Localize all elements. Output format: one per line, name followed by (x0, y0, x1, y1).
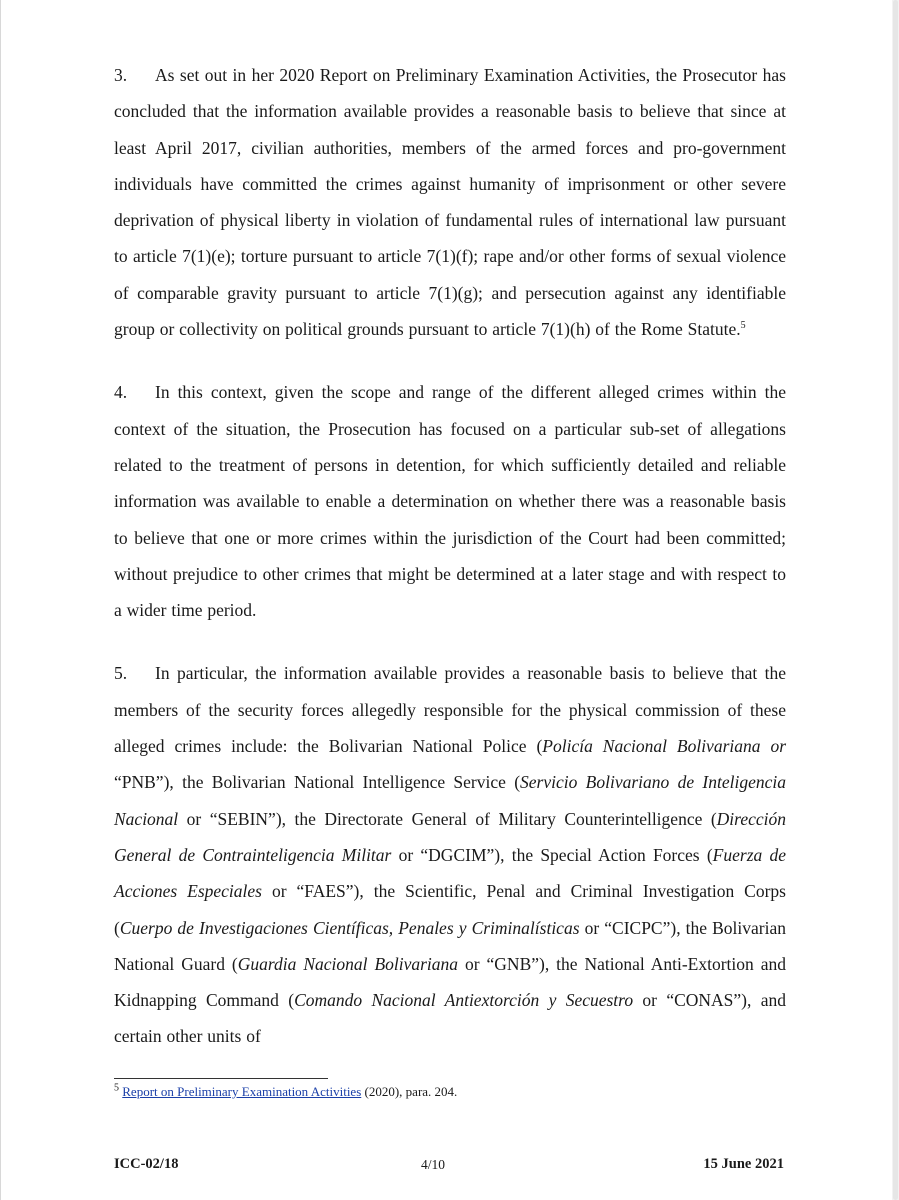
page-footer (114, 1156, 786, 1178)
paragraph-3 (114, 57, 786, 347)
paragraph-segment: or “CICPC”), the Bolivarian National Guard ( (114, 917, 786, 974)
footnote-divider (114, 1078, 328, 1079)
paragraph-5 (114, 655, 786, 1054)
paragraph-segment: In particular, the information available provides a reasonable basis to believe that the members of the security forces allegedly responsible for the physical commission of these alleged crimes include: the Bolivarian National Police ( (114, 663, 786, 757)
scrollbar[interactable] (892, 0, 899, 1200)
footnote-reference[interactable]: 5 (740, 320, 746, 332)
scrollbar-thumb[interactable] (893, 0, 898, 1200)
footnote (114, 1083, 786, 1101)
body-text (114, 57, 786, 1082)
paragraph-segment: “PNB”), the Bolivarian National Intelligence Service ( (114, 772, 521, 793)
footnote-link[interactable]: Report on Preliminary Examination Activities (122, 1084, 362, 1099)
paragraph-4 (114, 374, 786, 628)
paragraph-segment: or “SEBIN”), the Directorate General of Military Counterintelligence ( (178, 808, 717, 829)
paragraph-segment-italic: Policía Nacional Bolivariana or (542, 736, 787, 757)
footnote-number: 5 (114, 1082, 119, 1094)
case-number: ICC-02/18 (114, 1156, 179, 1172)
paragraph-segment: or “GNB”), the National Anti-Extortion and Kidnapping Command ( (114, 953, 786, 1011)
paragraph-segment-italic: Servicio Bolivariano de Inteligencia Nacional (114, 772, 786, 829)
paragraph-number: 4. (114, 382, 128, 403)
paragraph-number: 3. (114, 65, 128, 85)
paragraph-segment: or “FAES”), the Scientific, Penal and Criminal Investigation Corps ( (114, 881, 786, 938)
paragraph-segment: or “DGCIM”), the Special Action Forces ( (391, 844, 713, 865)
footnote-text: (2020), para. 204. (361, 1084, 458, 1099)
paragraph-segment: or “CONAS”), and certain other units of (114, 990, 786, 1047)
paragraph-segment-italic: Fuerza de Acciones Especiales (114, 844, 786, 902)
paragraph-segment-italic: Cuerpo de Investigaciones Científicas, Penales y Criminalísticas (119, 917, 580, 938)
paragraph-segment-italic: Comando Nacional Antiextorción y Secuestro (294, 990, 634, 1011)
paragraph-text: As set out in her 2020 Report on Preliminary Examination Activities, the Prosecutor has concluded that the information available provides a reasonable basis to believe that since at least April 2017, civilian authorities, members of the armed forces and pro-government individuals have committed the crimes against humanity of imprisonment or other severe deprivation of physical liberty in violation of fundamental rules of international law pursuant to article 7(1)(e); torture pursuant to article 7(1)(f); rape and/or other forms of sexual violence of comparable gravity pursuant to article 7(1)(g); and persecution against any identifiable group or collectivity on political grounds pursuant to article 7(1)(h) of the Rome Statute. (114, 65, 786, 340)
paragraph-segment-italic: Guardia Nacional Bolivariana (237, 953, 459, 974)
document-date: 15 June 2021 (703, 1156, 784, 1172)
paragraph-number: 5. (114, 663, 128, 684)
paragraph-segment-italic: Dirección General de Contrainteligencia Militar (114, 808, 786, 865)
page-number: 4/10 (421, 1157, 446, 1172)
paragraph-text: In this context, given the scope and range of the different alleged crimes within the context of the situation, the Prosecution has focused on a particular sub-set of allegations related to the treatment of persons in detention, for which sufficiently detailed and reliable information was available to enable a determination on whether there was a reasonable basis to believe that one or more crimes within the jurisdiction of the Court had been committed; without prejudice to other crimes that might be determined at a later stage and with respect to a wider time period. (114, 382, 786, 621)
